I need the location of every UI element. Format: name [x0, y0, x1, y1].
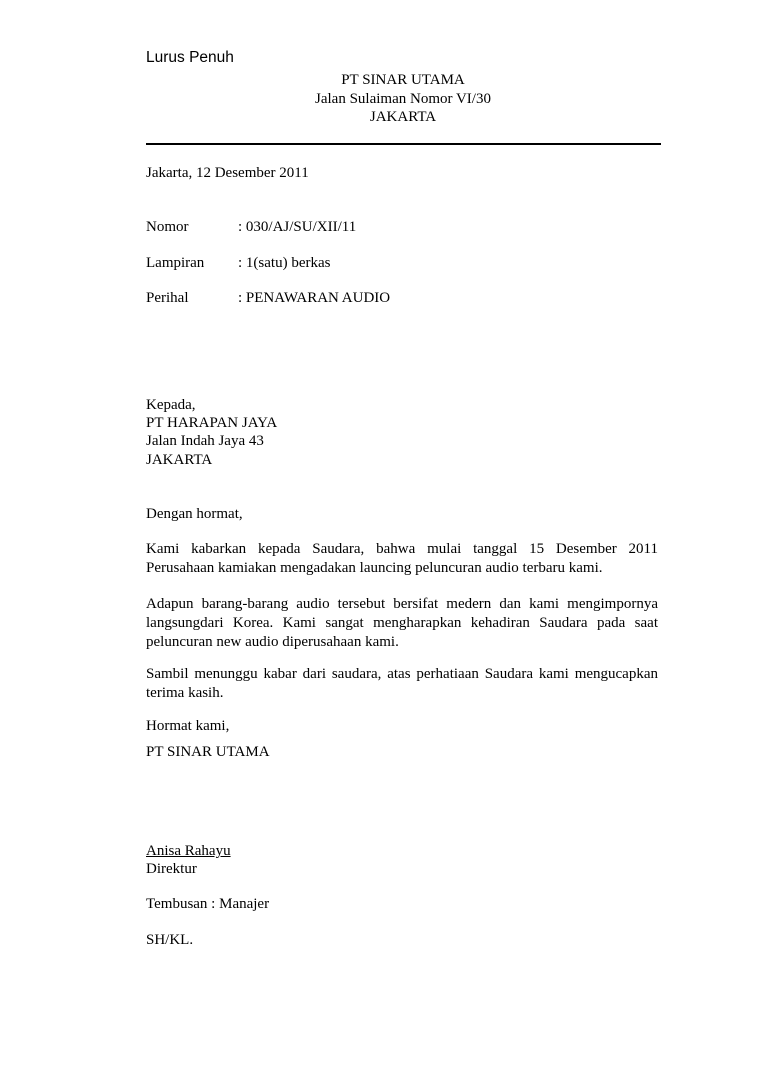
salutation: Dengan hormat, [146, 506, 243, 522]
closing: Hormat kami, [146, 718, 230, 734]
letterhead-divider [146, 143, 661, 145]
reference-initials: SH/KL. [146, 932, 194, 948]
paragraph-1 [146, 540, 658, 578]
signer-title: Direktur [146, 861, 197, 877]
paragraph-2-line-3: peluncuran new audio diperusahaan kami. [146, 634, 399, 650]
meta-label-lampiran: Lampiran [146, 255, 205, 271]
meta-value-perihal: : PENAWARAN AUDIO [238, 290, 391, 306]
letterhead-address: Jalan Sulaiman Nomor VI/30 [315, 91, 491, 107]
paragraph-3-line-1: Sambil menunggu kabar dari saudara, atas perhatiaan Saudara kami mengucapkan [146, 666, 658, 682]
paragraph-1-line-1: Kami kabarkan kepada Saudara, bahwa mulai tanggal 15 Desember 2011 [146, 541, 658, 557]
carbon-copy: Tembusan : Manajer [146, 896, 270, 912]
paragraph-2 [146, 595, 658, 652]
paragraph-2-line-1: Adapun barang-barang audio tersebut bersifat medern dan kami mengimpornya [146, 596, 658, 612]
paragraph-3 [146, 665, 658, 703]
recipient-address: Jalan Indah Jaya 43 [146, 433, 264, 449]
document-heading: Lurus Penuh [146, 49, 234, 66]
letter-date: Jakarta, 12 Desember 2011 [146, 165, 309, 181]
meta-label-perihal: Perihal [146, 290, 189, 306]
letterhead-city: JAKARTA [369, 109, 437, 125]
signer-name: Anisa Rahayu [146, 843, 231, 859]
recipient-to: Kepada, [146, 397, 196, 413]
recipient-city: JAKARTA [146, 452, 213, 468]
recipient-company: PT HARAPAN JAYA [146, 415, 278, 431]
letterhead-company: PT SINAR UTAMA [341, 72, 465, 88]
meta-value-nomor: : 030/AJ/SU/XII/11 [238, 219, 357, 235]
paragraph-2-line-2: langsungdari Korea. Kami sangat mengharapkan kehadiran Saudara pada saat [146, 615, 658, 631]
sender-company: PT SINAR UTAMA [146, 744, 270, 760]
paragraph-3-line-2: terima kasih. [146, 685, 224, 701]
meta-label-nomor: Nomor [146, 219, 189, 235]
paragraph-1-line-2: Perusahaan kamiakan mengadakan launcing peluncuran audio terbaru kami. [146, 560, 603, 576]
meta-value-lampiran: : 1(satu) berkas [238, 255, 331, 271]
